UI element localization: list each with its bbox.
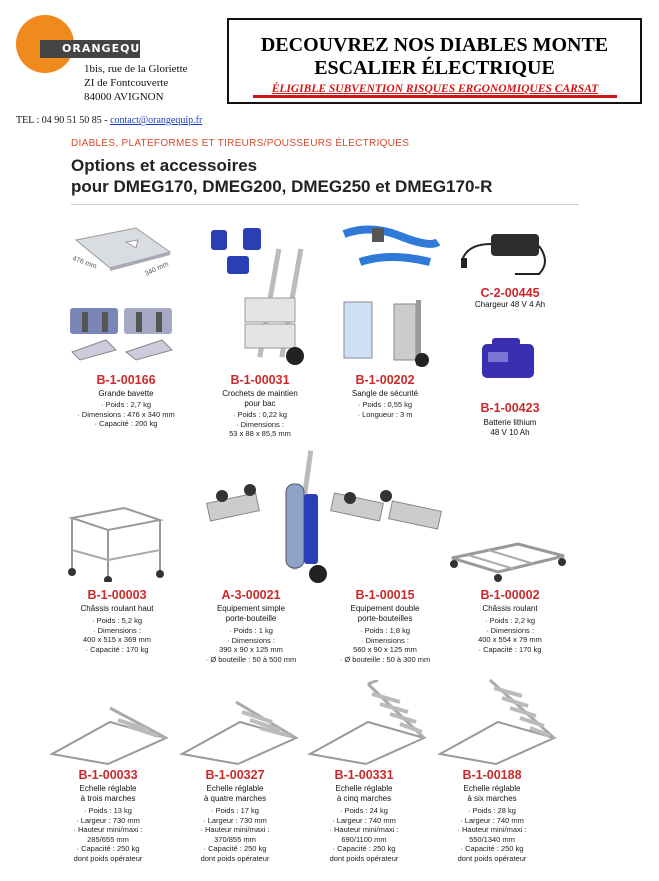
phone-number: TEL : 04 90 51 50 85 - (16, 115, 111, 126)
spec-line: · Largeur : 740 mm (460, 815, 524, 825)
product-ref: B-1-00166 (96, 373, 156, 387)
product-name: Châssis roulant haut (80, 604, 154, 613)
page-title-line-1: Options et accessoires (71, 156, 258, 175)
echelle-6-image (436, 678, 558, 770)
spec-line: · Capacité : 170 kg (85, 644, 149, 654)
product-ref: B-1-00002 (480, 588, 540, 602)
spec-line: · Hauteur mini/maxi : (457, 825, 527, 834)
product-name: Batterie lithium 48 V 10 Ah (483, 418, 537, 437)
spec-line: 560 x 90 x 125 mm (353, 645, 417, 654)
product-specs (301, 806, 427, 863)
spec-line: 53 x 88 x 85,5 mm (229, 429, 291, 438)
spec-line: · Poids : 17 kg (211, 806, 259, 815)
logo-wordmark: ORANGEQUIP (40, 40, 140, 58)
product-ref: B-1-00015 (355, 588, 415, 602)
product-name: Echelle réglable à six marches (463, 784, 521, 803)
spec-line: 550/1340 mm (469, 834, 515, 844)
product-name: Châssis roulant (482, 604, 538, 613)
product-ref: B-1-00202 (355, 373, 415, 387)
product-ref: A-3-00021 (221, 588, 281, 602)
spec-line: · Longueur : 3 m (357, 409, 413, 419)
product-ref: B-1-00003 (87, 588, 147, 602)
dimension-a: 476 mm (71, 255, 98, 271)
product-name: Equipement simple porte-bouteille (216, 604, 286, 623)
spec-line: · Capacité : 200 kg (94, 419, 158, 428)
spec-line: · Capacité : 250 kg (203, 844, 267, 853)
promo-line-2: ESCALIER ÉLECTRIQUE (314, 57, 555, 79)
product-name: Echelle réglable à trois marches (79, 784, 137, 803)
spec-line: · Largeur : 740 mm (332, 815, 396, 825)
address-line-2: ZI de Fontcouverte (84, 77, 169, 89)
product-ref: B-1-00188 (462, 768, 522, 782)
battery-image (478, 332, 542, 384)
spec-line: · Largeur : 730 mm (76, 815, 140, 825)
promo-subsidy-note: ÉLIGIBLE SUBVENTION RISQUES ERGONOMIQUES CARSAT (253, 83, 617, 98)
address-line-3: 84000 AVIGNON (84, 91, 164, 103)
spec-line: · Poids : 2,7 kg (100, 400, 152, 409)
product-name: Grande bavette (98, 389, 154, 398)
product-ref: B-1-00033 (78, 768, 138, 782)
spec-line: · Ø bouteille : 50 à 300 mm (339, 654, 431, 664)
spec-line: · Ø bouteille : 50 à 500 mm (205, 654, 297, 664)
spec-line: · Poids : 24 kg (340, 806, 388, 815)
spec-line: · Poids : 2,2 kg (484, 616, 536, 625)
promo-line-1: DECOUVREZ NOS DIABLES MONTE (260, 34, 609, 56)
spec-line: · Capacité : 250 kg (76, 844, 140, 853)
spec-line: · Hauteur mini/maxi : (73, 825, 143, 834)
spec-line: 400 x 515 x 369 mm (83, 635, 151, 644)
product-ref: B-1-00031 (230, 373, 290, 387)
product-ref: C-2-00445 (480, 286, 540, 300)
product-specs (322, 400, 448, 419)
spec-line: 690/1100 mm (341, 834, 387, 844)
spec-line: · Capacité : 170 kg (478, 644, 542, 654)
spec-line: 390 x 90 x 125 mm (219, 645, 283, 654)
product-specs (63, 400, 189, 429)
product-specs (172, 806, 298, 863)
product-name: Crochets de maintien pour bac (222, 389, 298, 408)
product-specs (45, 806, 171, 863)
chassis-roulant-image (448, 538, 568, 584)
product-name: Equipement double porte-bouteilles (350, 604, 420, 623)
spec-line: dont poids opérateur (73, 853, 143, 863)
echelle-4-image (178, 700, 298, 766)
bavette-mounted-image (66, 300, 176, 362)
dimension-b: 340 mm (143, 260, 170, 278)
product-ref: B-1-00331 (334, 768, 394, 782)
crochets-trolley-image (205, 222, 315, 370)
spec-line: dont poids opérateur (457, 853, 527, 863)
category-label: DIABLES, PLATEFORMES ET TIREURS/POUSSEURS ÉLECTRIQUES (71, 138, 410, 149)
spec-line: dont poids opérateur (329, 853, 399, 863)
spec-line: · Hauteur mini/maxi : (329, 825, 399, 834)
product-name: Echelle réglable à cinq marches (335, 784, 393, 803)
bavette-plate-image (66, 222, 176, 284)
spec-line: · Poids : 0,22 kg (232, 410, 288, 419)
spec-line: · Largeur : 730 mm (203, 815, 267, 825)
spec-line: · Poids : 1,8 kg (359, 626, 411, 635)
spec-line: dont poids opérateur (200, 853, 270, 863)
product-specs (197, 410, 323, 439)
contact-line (16, 115, 202, 126)
spec-line: · Poids : 28 kg (468, 806, 516, 815)
product-specs (447, 616, 573, 654)
product-specs (188, 626, 314, 664)
product-name: Chargeur 48 V 4 Ah (474, 300, 546, 309)
product-specs (54, 616, 180, 654)
product-name: Sangle de sécurité (351, 389, 419, 398)
spec-line: · Poids : 5,2 kg (91, 616, 143, 625)
sangle-strap-image (340, 222, 440, 370)
spec-line: · Poids : 1 kg (229, 626, 273, 635)
chassis-haut-image (64, 500, 164, 582)
spec-line: · Dimensions : 476 x 340 mm (77, 409, 175, 419)
porte-bouteille-image (200, 444, 450, 584)
product-ref: B-1-00327 (205, 768, 265, 782)
page-title-line-2: pour DMEG170, DMEG200, DMEG250 et DMEG170-R (71, 177, 493, 196)
spec-line: · Dimensions : (93, 625, 141, 635)
spec-line: · Dimensions : (236, 419, 284, 429)
spec-line: · Capacité : 250 kg (460, 844, 524, 853)
spec-line: · Dimensions : (227, 635, 275, 645)
echelle-3-image (48, 700, 168, 766)
promo-box (227, 18, 642, 104)
product-name: Echelle réglable à quatre marches (203, 784, 267, 803)
product-specs (429, 806, 555, 863)
spec-line: · Poids : 0,55 kg (357, 400, 413, 409)
spec-line: · Poids : 13 kg (84, 806, 132, 815)
spec-line: · Hauteur mini/maxi : (200, 825, 270, 834)
spec-line: · Capacité : 250 kg (332, 844, 396, 853)
spec-line: 400 x 554 x 79 mm (478, 635, 542, 644)
spec-line: 370/855 mm (214, 834, 256, 844)
product-ref: B-1-00423 (480, 401, 540, 415)
divider (71, 204, 579, 205)
echelle-5-image (306, 680, 428, 770)
address-line-1: 1bis, rue de la Gloriette (84, 63, 188, 75)
email-link[interactable]: contact@orangequip.fr (110, 115, 203, 126)
spec-line: · Dimensions : (361, 635, 409, 645)
spec-line: · Dimensions : (486, 625, 534, 635)
charger-image (455, 222, 555, 282)
spec-line: 285/655 mm (87, 834, 129, 844)
product-specs (322, 626, 448, 664)
